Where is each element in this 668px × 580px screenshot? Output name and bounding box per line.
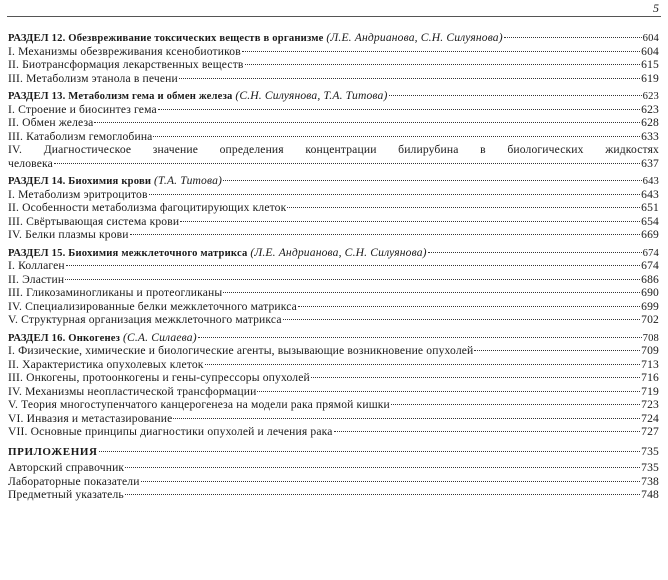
section-16-title: РАЗДЕЛ 16. Онкогенез: [8, 332, 121, 344]
dot-leader: [389, 95, 642, 96]
toc-item-page: 716: [641, 371, 659, 384]
dot-leader: [130, 234, 641, 235]
dot-leader: [158, 109, 640, 110]
toc-item-page: 623: [641, 102, 659, 116]
toc-item[interactable]: [8, 398, 659, 412]
toc-item-page: 727: [641, 425, 659, 438]
toc-item-title: III. Онкогены, протоонкогены и гены-супрессоры опухолей: [8, 371, 310, 384]
dot-leader: [125, 494, 640, 495]
toc-item[interactable]: [8, 188, 659, 202]
toc-item-title: I. Строение и биосинтез гема: [8, 102, 157, 116]
dot-leader: [173, 418, 640, 419]
toc-item[interactable]: [8, 313, 659, 327]
section-15-authors: (Л.Е. Андрианова, С.Н. Силуянова): [250, 245, 427, 259]
toc-item-page: 690: [641, 286, 659, 299]
toc-item-page: 738: [641, 474, 659, 488]
toc-item[interactable]: [8, 488, 659, 502]
toc-item-page: 615: [641, 58, 659, 71]
dot-leader: [391, 404, 640, 405]
toc-item-title: IV. Механизмы неопластической трансформации: [8, 384, 257, 398]
toc-item-page: 619: [641, 71, 659, 85]
toc-item[interactable]: [8, 215, 659, 229]
dot-leader: [223, 292, 640, 293]
toc-item-page: 633: [641, 129, 659, 143]
dot-leader: [99, 451, 641, 452]
toc-item-title: VII. Основные принципы диагностики опухолей и лечения рака: [8, 425, 333, 438]
toc-item-title: II. Биотрансформация лекарственных веществ: [8, 58, 244, 71]
section-15-title: РАЗДЕЛ 15. Биохимия межклеточного матрикса: [8, 247, 248, 259]
toc-item-title: Лабораторные показатели: [8, 474, 140, 488]
dot-leader: [180, 221, 640, 222]
dot-leader: [287, 207, 640, 208]
toc-item-page: 724: [641, 411, 659, 425]
toc-item[interactable]: [8, 116, 659, 130]
toc-item-title: III. Метаболизм этанола в печени: [8, 71, 178, 85]
toc-item-page: 699: [641, 299, 659, 313]
section-12-authors: (Л.Е. Андрианова, С.Н. Силуянова): [326, 31, 503, 44]
toc-item-page: 628: [641, 116, 659, 129]
toc-item-page: 637: [641, 156, 659, 170]
toc-item-title: Авторский справочник: [8, 461, 125, 474]
dot-leader: [205, 364, 641, 365]
toc-item-page: 669: [641, 228, 659, 241]
toc-item-page: 723: [641, 398, 659, 411]
dot-leader: [245, 64, 641, 65]
page-number: 5: [653, 1, 659, 15]
dot-leader: [311, 377, 640, 378]
toc-item-page: 643: [641, 187, 659, 201]
toc-item-title: III. Катаболизм гемоглобина: [8, 129, 153, 143]
toc-item[interactable]: [8, 475, 659, 489]
section-13-authors: (С.Н. Силуянова, Т.А. Титова): [235, 89, 388, 102]
toc-item-title: I. Механизмы обезвреживания ксенобиотиков: [8, 44, 241, 58]
toc-item-title: III. Свёртывающая система крови: [8, 214, 180, 228]
dot-leader: [474, 350, 640, 351]
dot-leader: [242, 51, 640, 52]
toc-item[interactable]: [8, 130, 659, 144]
dot-leader: [54, 163, 640, 164]
toc-item[interactable]: [8, 461, 659, 475]
dot-leader: [141, 481, 641, 482]
toc-item-title: II. Эластин: [8, 272, 65, 286]
toc-item-page: 748: [641, 488, 659, 501]
section-14-page: 643: [642, 176, 659, 187]
toc-section-16[interactable]: [8, 331, 659, 345]
toc-item-title: VI. Инвазия и метастазирование: [8, 411, 173, 425]
dot-leader: [149, 194, 641, 195]
toc-item[interactable]: [8, 45, 659, 59]
toc-section-14[interactable]: [8, 174, 659, 188]
section-14-title: РАЗДЕЛ 14. Биохимия крови: [8, 176, 152, 187]
toc-section-12[interactable]: [8, 31, 659, 45]
toc-section-15[interactable]: [8, 246, 659, 260]
toc-item-title: V. Теория многоступенчатого канцерогенеза на модели рака прямой кишки: [8, 398, 390, 411]
dot-leader: [66, 265, 640, 266]
toc-item[interactable]: [8, 344, 659, 358]
toc-item[interactable]: [8, 58, 659, 72]
toc-item-title: III. Гликозаминогликаны и протеогликаны: [8, 286, 223, 299]
toc-item-title: II. Характеристика опухолевых клеток: [8, 357, 204, 371]
toc-item-page: 604: [641, 44, 659, 58]
toc-item[interactable]: [8, 103, 659, 117]
toc-item-title: Предметный указатель: [8, 488, 124, 501]
toc-appendix[interactable]: [8, 445, 659, 459]
toc-item-title: I. Метаболизм эритроцитов: [8, 187, 148, 201]
dot-leader: [428, 252, 642, 253]
dot-leader: [179, 78, 640, 79]
toc-item-title: IV. Белки плазмы крови: [8, 228, 129, 241]
dot-leader: [257, 391, 640, 392]
section-16-authors: (С.А. Силаева): [122, 330, 197, 344]
toc-item[interactable]: [8, 358, 659, 372]
toc-item-title: IV. Специализированные белки межклеточного матрикса: [8, 299, 297, 313]
toc-item-title-line1: IV. Диагностическое значение определения концентрации билирубина в биологических жидкостях: [8, 143, 659, 156]
toc-item-title-line2: человека: [8, 156, 53, 170]
toc-item-page: 674: [641, 259, 659, 272]
toc-item[interactable]: [8, 72, 659, 86]
toc-item-page: 709: [641, 344, 659, 357]
dot-leader: [283, 319, 641, 320]
toc-item-page: 686: [641, 272, 659, 286]
header-rule: [7, 16, 661, 17]
toc-item[interactable]: [8, 201, 659, 215]
toc-item[interactable]: [8, 385, 659, 399]
toc-item-title: I. Коллаген: [8, 259, 65, 272]
toc-item[interactable]: [8, 300, 659, 314]
toc-item-title: I. Физические, химические и биологические агенты, вызывающие возникновение опухолей: [8, 344, 474, 357]
dot-leader: [298, 306, 640, 307]
toc-item[interactable]: [8, 259, 659, 273]
appendix-title: ПРИЛОЖЕНИЯ: [8, 445, 98, 458]
toc-item-page: 713: [641, 357, 659, 371]
toc-item-title: V. Структурная организация межклеточного матрикса: [8, 313, 282, 326]
toc-item[interactable]: [8, 273, 659, 287]
dot-leader: [504, 37, 642, 38]
section-13-page: 623: [642, 91, 659, 102]
dot-leader: [94, 122, 640, 123]
section-15-page: 674: [642, 247, 659, 259]
toc-item[interactable]: [8, 371, 659, 385]
toc-item-wrapped[interactable]: [8, 143, 659, 170]
toc-item[interactable]: [8, 425, 659, 439]
section-12-title: РАЗДЕЛ 12. Обезвреживание токсических веществ в организме: [8, 33, 324, 44]
toc-item[interactable]: [8, 228, 659, 242]
toc-item-page: 735: [641, 461, 659, 474]
toc-section-13[interactable]: [8, 89, 659, 103]
toc-item-page: 702: [641, 313, 659, 326]
section-16-page: 708: [642, 332, 659, 344]
section-13-title: РАЗДЕЛ 13. Метаболизм гема и обмен железа: [8, 91, 233, 102]
dot-leader: [334, 431, 641, 432]
section-14-authors: (Т.А. Титова): [154, 174, 223, 187]
toc-item-page: 651: [641, 201, 659, 214]
table-of-contents: [8, 31, 659, 502]
section-12-page: 604: [642, 33, 659, 44]
toc-item-title: II. Обмен железа: [8, 116, 94, 129]
dot-leader: [198, 337, 642, 338]
dot-leader: [153, 136, 640, 137]
toc-item[interactable]: [8, 286, 659, 300]
dot-leader: [223, 180, 642, 181]
dot-leader: [65, 279, 640, 280]
dot-leader: [125, 467, 640, 468]
toc-item-title: II. Особенности метаболизма фагоцитирующих клеток: [8, 201, 287, 214]
appendix-page: 735: [641, 444, 659, 458]
toc-item[interactable]: [8, 412, 659, 426]
toc-item-page: 654: [641, 214, 659, 228]
toc-item-page: 719: [641, 384, 659, 398]
